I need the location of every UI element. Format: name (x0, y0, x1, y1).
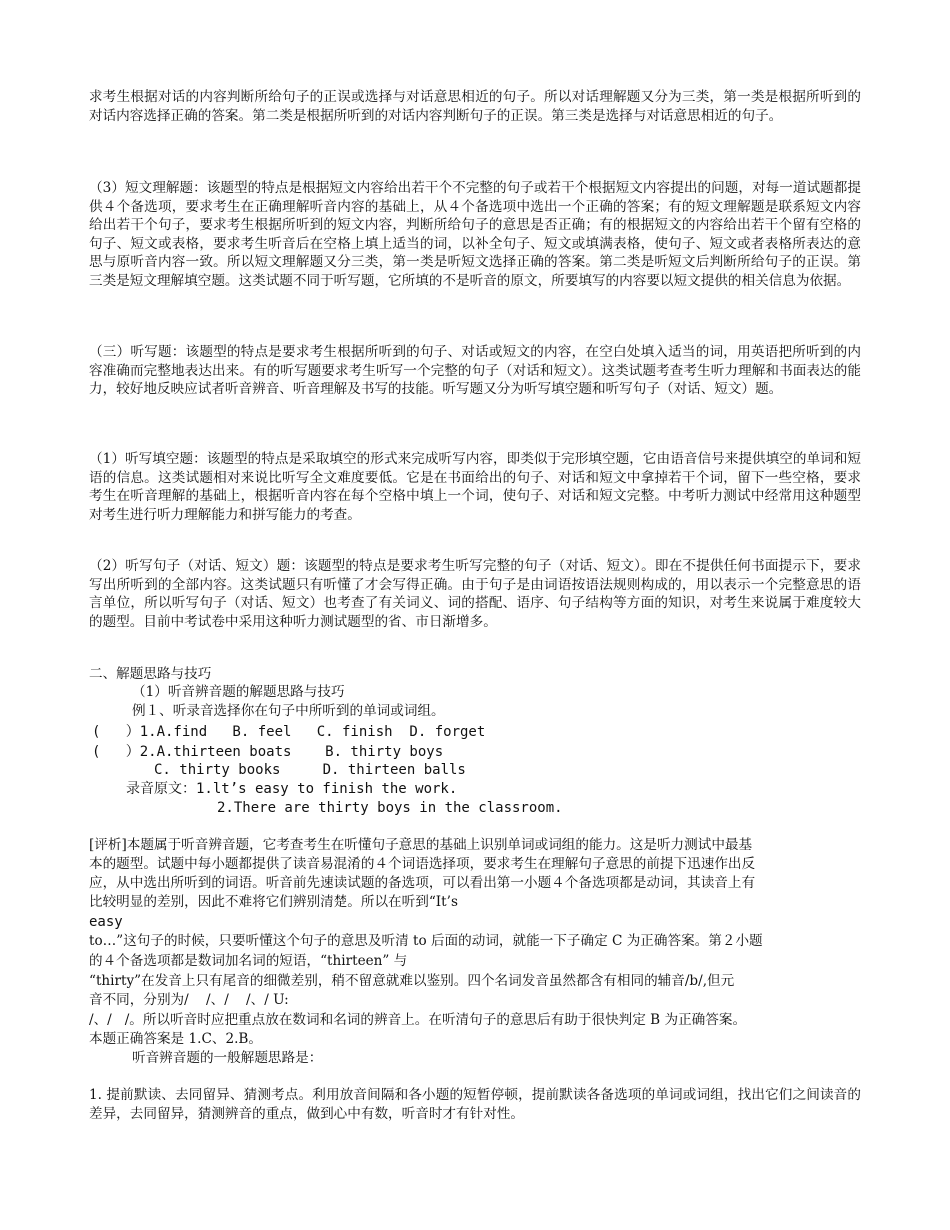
fill-in-dictation-paragraph: （1）听写填空题：该题型的特点是采取填空的形式来完成听写内容，即类似于完形填空题，它由语音信号来提供填空的单词和短语的信息。这类试题相对来说比听写全文难度要低。它是在书面给出的句子、对话和短文中拿掉若干个词，留下一些空格，要求考生在听音理解的基础上，根据听音内容在每个空格中填上一个词，使句子、对话和短文完整。中考听力测试中经常用这种题型对考生进行听力理解能力和拼写能力的考查。 (89, 451, 861, 523)
section-heading: 二、解题思路与技巧 (89, 666, 212, 682)
analysis-line: to…”这句子的时候，只要听懂这个句子的意思及听清 to 后面的动词，就能一下子确定 C 为正确答案。第２小题 (89, 933, 763, 949)
analysis-line: [评析]本题属于听音辨音题，它考查考生在听懂句子意思的基础上识别单词或词组的能力。这是听力测试中最基 (89, 837, 753, 853)
analysis-line: /、/ /。所以听音时应把重点放在数词和名词的辨音上。在听清句子的意思后有助于很快判定 B 为正确答案。 (89, 1012, 747, 1028)
question-2-options: C. thirty books D. thirteen balls (154, 762, 466, 778)
recording-script-1: 录音原文：1.lt’s easy to finish the work. (126, 781, 458, 797)
dictation-paragraph: （三）听写题：该题型的特点是要求考生根据所听到的句子、对话或短文的内容，在空白处填入适当的词，用英语把所听到的内容准确而完整地表达出来。有的听写题要求考生听写一个完整的句子（对话和短文）。这类试题考查考生听力理解和书面表达的能力，较好地反映应试者听音辨音、听音理解及书写的技能。听写题又分为听写填空题和听写句子（对话、短文）题。 (89, 344, 861, 398)
analysis-line: 听音辨音题的一般解题思路是： (132, 1050, 323, 1066)
sub-heading: （1）听音辨音题的解题思路与技巧 (132, 684, 345, 700)
analysis-line: “thirty”在发音上只有尾音的细微差别，稍不留意就难以鉴别。四个名词发音虽然都含有相同的辅音/b/,但元 (89, 973, 735, 989)
tip-paragraph: 1. 提前默读、去同留异、猜测考点。利用放音间隔和各小题的短暂停顿，提前默读各备选项的单词或词组，找出它们之间读音的差异，去同留异，猜测辨音的重点，做到心中有数，听音时才有针对性。 (89, 1087, 861, 1122)
sentence-dictation-paragraph: （2）听写句子（对话、短文）题：该题型的特点是要求考生听写完整的句子（对话、短文）。即在不提供任何书面提示下，要求写出所听到的全部内容。这类试题只有听懂了才会写得正确。由于句子是由词语按语法规则构成的，用以表示一个完整意思的语言单位，所以听写句子（对话、短文）也考查了有关词义、词的搭配、语序、句子结构等方面的知识，对考生来说属于难度较大的题型。目前中考试卷中采用这种听力测试题型的省、市日渐增多。 (89, 558, 861, 630)
example-intro: 例１、听录音选择你在句子中所听到的单词或词组。 (132, 703, 445, 719)
analysis-line: 应，从中选出所听到的词语。听音前先速读试题的备选项，可以看出第一小题４个备选项都是动词，其读音上有 (89, 875, 756, 891)
analysis-line: 音不同，分别为/ /、/ /、/ U: (89, 992, 289, 1008)
short-passage-paragraph: （3）短文理解题：该题型的特点是根据短文内容给出若干个不完整的句子或若干个根据短文内容提出的问题，对每一道试题都提供４个备选项，要求考生在正确理解听音内容的基础上，从４个备选项中选出一个正确的答案；有的短文理解题是联系短文内容给出若干个句子，要求考生根据所听到的短文内容，判断所给句子的意思是否正确；有的根据短文的内容给出若干个留有空格的句子、短文或表格，要求考生听音后在空格上填上适当的词，以补全句子、短文或填满表格，使句子、短文或者表格所表达的意思与原听音内容一致。所以短文理解题又分三类，第一类是听短文选择正确的答案。第二类是听短文后判断所给句子的正误。第三类是短文理解填空题。这类试题不同于听写题，它所填的不是听音的原文，所要填写的内容要以短文提供的相关信息为依据。 (89, 180, 861, 289)
analysis-line: easy (89, 914, 123, 930)
dialogue-comprehension-paragraph: 求考生根据对话的内容判断所给句子的正误或选择与对话意思相近的句子。所以对话理解题又分为三类，第一类是根据所听到的对话内容选择正确的答案。第二类是根据所听到的对话内容判断句子的正误。第三类是选择与对话意思相近的句子。 (89, 89, 861, 124)
question-1: ( ）1.A.find B. feel C. finish D. forget (92, 724, 486, 740)
question-2: ( ）2.A.thirteen boats B. thirty boys (92, 744, 444, 760)
analysis-line: 的４个备选项都是数词加名词的短语，“thirteen” 与 (89, 953, 408, 969)
analysis-line: 本的题型。试题中每小题都提供了读音易混淆的４个词语选择项，要求考生在理解句子意思的前提下迅速作出反 (89, 856, 756, 872)
recording-script-2: 2.There are thirty boys in the classroom. (217, 800, 563, 816)
analysis-line: 比较明显的差别，因此不难将它们辨别清楚。所以在听到“It’s (89, 894, 458, 910)
analysis-line: 本题正确答案是 1.C、2.B。 (89, 1031, 262, 1047)
